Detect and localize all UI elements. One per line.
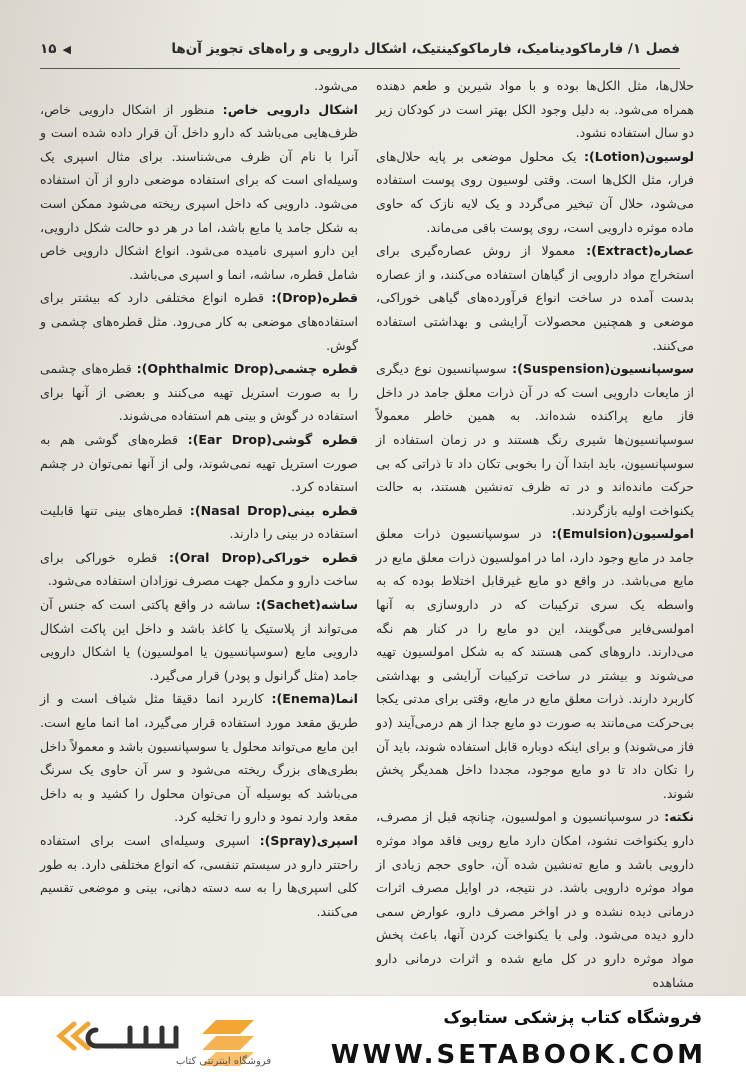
paragraph <box>376 805 694 994</box>
paragraph <box>376 522 694 805</box>
paragraph-text: منظور از اشکال دارویی خاص، ظرف‌هایی می‌باشد که دارو داخل آن قرار داده شده است و آنرا با نام آن ظرف می‌شناسند. برای مثال اسپری یک وسیله‌ای است که برای استفاده موضعی دارو از آن استفاده می‌شود. دارویی که داخل اسپری ریخته می‌شود ممکن است به شکل جامد یا مایع باشد، اما در هر دو حالت شکل دارویی، این دارو اسپری نامیده می‌شود. انواع اشکال دارویی خاص شامل قطره، ساشه، انما و اسپری می‌باشد. <box>40 101 358 282</box>
paragraph-term: قطره بینی(Nasal Drop): <box>189 502 358 518</box>
page-number: ۱۵ <box>40 41 57 57</box>
store-name: فروشگاه کتاب پزشکی ستابوک <box>443 1008 702 1028</box>
paragraph-text: در سوسپانسیون ذرات معلق جامد در مایع وجود دارد، اما در امولسیون ذرات معلق مایع در مایع می‌باشد. در واقع دو مایع غیرقابل اختلاط بوده که به واسطه یک سری ترکیبات که در داروسازی به آنها امولسی‌فایر می‌گویند، این دو مایع را در کنار هم نگه می‌دارند. داروهای کمی هستند که به شکل امولسیون تهیه می‌شوند و بیشتر در ساخت ترکیبات آرایشی و بهداشتی کاربرد دارند. ذرات معلق مایع در مایع، وقتی برای مدتی یکجا بی‌حرکت می‌مانند به صورت دو مایع جدا از هم درمی‌آیند (دو فاز می‌شوند) و برای اینکه دوباره قابل استفاده شوند، باید آن را تکان داد تا دو مایع موجود، مجددا داخل همدیگر پخش شوند. <box>376 526 694 801</box>
store-banner[interactable] <box>0 995 746 1081</box>
paragraph <box>376 239 694 357</box>
paragraph-text: قطره خوراکی برای ساخت دارو و مکمل جهت مصرف نوزادان استفاده می‌شود. <box>40 549 358 589</box>
paragraph-text: سوسپانسیون نوع دیگری از مایعات دارویی است که در آن ذرات معلق جامد در داخل فاز مایع پراکنده شده‌اند. به همین خاطر معمولاً سوسپانسیون‌ها شیری رنگ هستند و در زمان استفاده از سوسپانسیون، باید ابتدا آن را بخوبی تکان داد تا ذراتی که بی حرکت مانده‌اند و در ته ظرف ته‌نشین هستند، به حالت یکنواخت اولیه بازگردند. <box>376 361 694 518</box>
paragraph <box>40 98 358 287</box>
chapter-title: فصل ۱/ فارماکودینامیک، فارماکوکینتیک، اشکال دارویی و راه‌های تجویز آن‌ها <box>171 41 680 57</box>
paragraph <box>40 357 358 428</box>
paragraph-term: نکته: <box>664 809 694 825</box>
paragraph-text: در سوسپانسیون و امولسیون، چنانچه قبل از مصرف، دارو یکنواخت نشود، امکان دارد مایع رویی فاقد مواد موثره دارویی باشد و مایع ته‌نشین شده آن، حاوی حجم زیادی از مواد موثره دارویی باشد. در نتیجه، در اوایل مصرف اثرات درمانی دیده نشده و در اواخر مصرف دارو، عوارض سمی دارو دیده می‌شود. ولی با یکنواخت کردن آنها، باعث پخش مواد موثره دارو در کل مایع شده و اثرات درمانی دارو مشاهده <box>376 809 694 990</box>
paragraph-text: قطره‌های بینی تنها قابلیت استفاده در بینی را دارند. <box>40 502 358 542</box>
paragraph-text: ساشه در واقع پاکتی است که جنس آن می‌تواند از پلاستیک یا کاغذ باشد و داخل این پاکت اشکال دارویی مایع (سوسپانسیون یا امولسیون) یا اشکال دارویی جامد (مثل گرانول و پودر) قرار می‌گیرد. <box>40 597 358 683</box>
paragraph-term: قطره خوراکی(Oral Drop): <box>168 549 358 565</box>
paragraph-text: معمولا از روش عصاره‌گیری برای استخراج مواد دارویی از گیاهان استفاده می‌کنند، و از عصاره بدست آمده در ساخت انواع فرآورده‌های گیاهی خوراکی، موضعی و همچنین محصولات آرایشی و بهداشتی استفاده می‌کنند. <box>376 243 694 353</box>
page-number-group <box>40 41 71 57</box>
paragraph-term: سوسپانسیون(Suspension): <box>512 361 694 377</box>
paragraph-term: قطره(Drop): <box>271 290 358 306</box>
paragraph-text: یک محلول موضعی بر پایه حلال‌های فرار، مثل الکل‌ها است. وقتی لوسیون روی پوست استفاده می‌شود، حلال آن تبخیر می‌گردد و یک لایه نازک که حاوی ماده موثره دارویی است، روی پوست باقی می‌ماند. <box>376 148 694 235</box>
paragraph <box>40 499 358 546</box>
setabook-logo <box>26 1014 272 1070</box>
page-header <box>40 30 680 69</box>
paragraph-term: لوسیون(Lotion): <box>584 148 694 164</box>
paragraph-text: قطره‌های چشمی را به صورت استریل تهیه می‌کنند و بعضی از آنها برای استفاده در گوش و بینی هم استفاده می‌شوند. <box>40 361 358 424</box>
paragraph-text: کاربرد انما دقیقا مثل شیاف است و از طریق مقعد مورد استفاده قرار می‌گیرد، اما انما مایع است. این مایع می‌تواند محلول یا سوسپانسیون باشد و معمولاً داخل بطری‌های بزرگ ریخته می‌شود و سر آن حاوی یک سرنگ می‌باشد که بوسیله آن می‌توان محلول را کشید و به داخل مقعد وارد نمود و دارو را تخلیه کرد. <box>40 691 358 825</box>
paragraph-text: می‌شود. <box>314 78 358 93</box>
arrow-icon: ◀ <box>62 42 71 56</box>
paragraph <box>376 74 694 145</box>
store-url-link[interactable]: WWW.SETABOOK.COM <box>330 1040 706 1070</box>
paragraph <box>40 593 358 687</box>
logo-subtitle: فروشگاه اینترنتی کتاب <box>176 1056 272 1067</box>
paragraph <box>40 428 358 499</box>
paragraph <box>376 145 694 239</box>
paragraph <box>40 74 358 98</box>
paragraph-term: اسپری(Spray): <box>259 833 358 848</box>
left-text-column <box>40 74 358 995</box>
paragraph-term: انما(Enema): <box>271 691 358 707</box>
paragraph <box>40 286 358 357</box>
right-text-column <box>376 74 694 995</box>
paragraph-term: قطره چشمی(Ophthalmic Drop): <box>136 361 358 377</box>
paragraph <box>376 357 694 522</box>
logo-wordmark <box>60 1024 176 1048</box>
paragraph-text: حلال‌ها، مثل الکل‌ها بوده و با مواد شیرین و طعم دهنده همراه می‌شود. به دلیل وجود الکل بهتر است در کودکان زیر دو سال استفاده نشود. <box>376 78 694 141</box>
paragraph-term: عصاره(Extract): <box>586 243 694 259</box>
paragraph <box>40 687 358 829</box>
paragraph-term: امولسیون(Emulsion): <box>551 526 694 542</box>
paragraph-term: ساشه(Sachet): <box>255 597 358 613</box>
paragraph-text: قطره انواع مختلفی دارد که بیشتر برای استفاده‌های موضعی به کار می‌رود. مثل قطره‌های چشمی و گوش. <box>40 290 358 353</box>
paragraph-term: قطره گوشی(Ear Drop): <box>187 431 358 447</box>
paragraph <box>40 546 358 593</box>
paragraph-text: قطره‌های گوشی هم به صورت استریل تهیه نمی‌شوند، ولی از آنها نمی‌توان در چشم استفاده کرد. <box>40 431 358 495</box>
paragraph-term: اشکال دارویی خاص: <box>222 101 358 117</box>
paragraph-text: اسپری وسیله‌ای است برای استفاده راحتتر دارو در سیستم تنفسی، که انواع مختلفی دارد. به طور کلی اسپری‌ها را به سه دسته دهانی، بینی و موضعی تقسیم می‌کنند. <box>40 833 358 919</box>
paragraph <box>40 829 358 923</box>
